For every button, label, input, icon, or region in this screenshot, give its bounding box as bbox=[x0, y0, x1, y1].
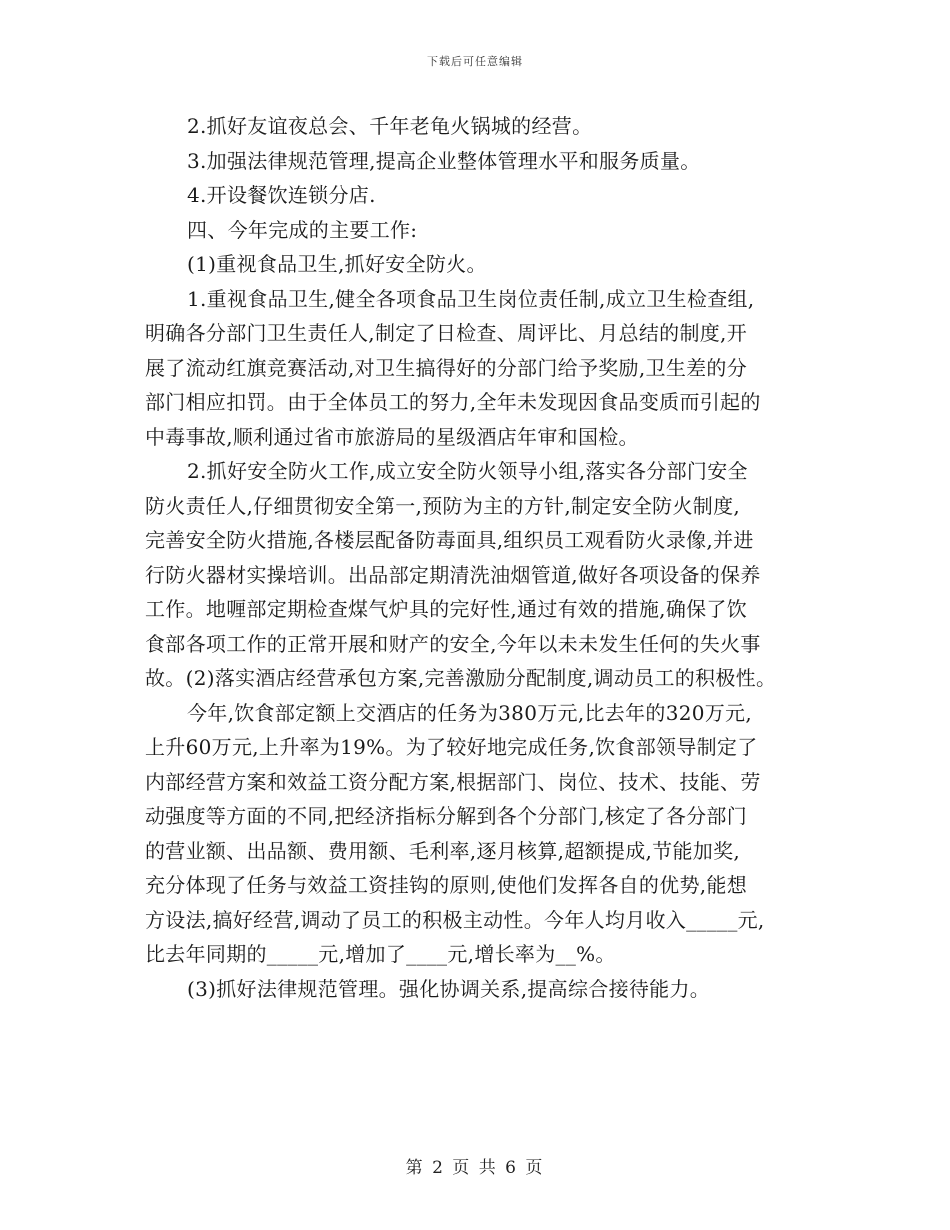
text-line: 今年,饮食部定额上交酒店的任务为380万元,比去年的320万元, bbox=[187, 700, 753, 725]
subsection-heading: (1)重视食品卫生,抓好安全防火。 bbox=[187, 252, 487, 276]
text-line: 充分体现了任务与效益工资挂钩的原则,使他们发挥各自的优势,能想 bbox=[145, 873, 748, 897]
subsection-heading: (3)抓好法律规范管理。强化协调关系,提高综合接待能力。 bbox=[187, 976, 711, 1001]
text-line: 内部经营方案和效益工资分配方案,根据部门、岗位、技术、技能、劳 bbox=[145, 769, 761, 794]
text-line: 部门相应扣罚。由于全体员工的努力,全年未发现因食品变质而引起的 bbox=[145, 390, 761, 414]
text-line: 工作。地喱部定期检查煤气炉具的完好性,通过有效的措施,确保了饮 bbox=[145, 597, 748, 621]
text-line: 动强度等方面的不同,把经济指标分解到各个分部门,核定了各分部门 bbox=[145, 804, 748, 828]
text-line: 2.抓好安全防火工作,成立安全防火领导小组,落实各分部门安全 bbox=[187, 459, 748, 483]
section-heading: 四、今年完成的主要工作: bbox=[187, 217, 418, 242]
page-number: 第 2 页 共 6 页 bbox=[405, 1158, 545, 1178]
text-line: 方设法,搞好经营,调动了员工的积极主动性。今年人均月收入_____元, bbox=[145, 907, 765, 932]
text-line: 的营业额、出品额、费用额、毛利率,逐月核算,超额提成,节能加奖, bbox=[145, 838, 741, 863]
text-line: 故。(2)落实酒店经营承包方案,完善激励分配制度,调动员工的积极性。 bbox=[145, 666, 777, 690]
text-line: 中毒事故,顺利通过省市旅游局的星级酒店年审和国检。 bbox=[145, 424, 639, 449]
text-line: 明确各分部门卫生责任人,制定了日检查、周评比、月总结的制度,开 bbox=[145, 321, 748, 345]
text-line: 3.加强法律规范管理,提高企业整体管理水平和服务质量。 bbox=[187, 148, 701, 173]
document-body bbox=[145, 109, 815, 1006]
text-line: 比去年同期的_____元,增加了____元,增长率为__%。 bbox=[145, 942, 616, 966]
text-line: 4.开设餐饮连锁分店. bbox=[187, 183, 376, 207]
text-line: 防火责任人,仔细贯彻安全第一,预防为主的方针,制定安全防火制度, bbox=[145, 493, 741, 518]
text-line: 行防火器材实操培训。出品部定期清洗油烟管道,做好各项设备的保养 bbox=[145, 562, 761, 587]
text-line: 1.重视食品卫生,健全各项食品卫生岗位责任制,成立卫生检查组, bbox=[187, 286, 755, 311]
text-line: 展了流动红旗竞赛活动,对卫生搞得好的分部门给予奖励,卫生差的分 bbox=[145, 355, 748, 380]
text-line: 完善安全防火措施,各楼层配备防毒面具,组织员工观看防火录像,并进 bbox=[145, 528, 754, 552]
text-line: 2.抓好友谊夜总会、千年老龟火锅城的经营。 bbox=[187, 114, 593, 138]
text-line: 上升60万元,上升率为19%。为了较好地完成任务,饮食部领导制定了 bbox=[145, 735, 758, 759]
text-line: 食部各项工作的正常开展和财产的安全,今年以未未发生任何的失火事 bbox=[145, 631, 761, 656]
page-header: 下载后可任意编辑 bbox=[427, 55, 523, 68]
